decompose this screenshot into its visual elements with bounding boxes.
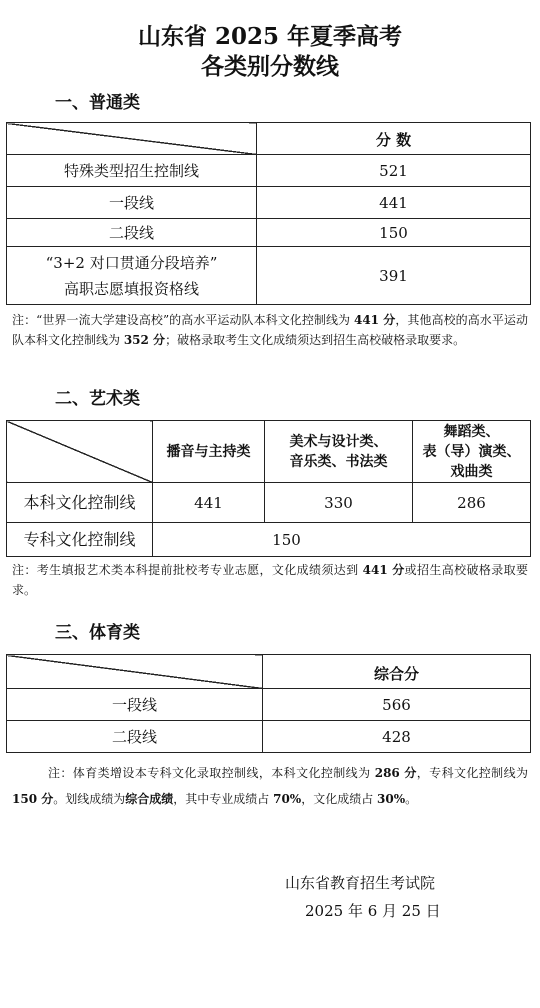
sports-score-table — [6, 654, 531, 753]
art-header-dance — [413, 421, 531, 483]
row-label: 二段线 — [7, 219, 257, 247]
art-header-fine-arts — [265, 421, 413, 483]
row-label: 一段线 — [7, 187, 257, 219]
header-line: 戏曲类 — [450, 463, 493, 480]
table-corner-cell — [7, 421, 153, 483]
row-label: 二段线 — [7, 721, 263, 753]
header-line: 美术与设计类、 — [289, 433, 388, 450]
row-label: 特殊类型招生控制线 — [7, 155, 257, 187]
art-header-broadcasting: 播音与主持类 — [153, 421, 265, 483]
note-value: 441 分 — [362, 563, 405, 577]
row-value: 521 — [257, 155, 531, 187]
row-value: 330 — [265, 483, 413, 523]
document-title-line1: 山东省 2025 年夏季高考 — [137, 23, 403, 50]
art-score-table — [6, 420, 531, 557]
row-value: 286 — [413, 483, 531, 523]
composite-score-header: 综合分 — [263, 655, 531, 689]
note-text: ，其他高校的高水平运动队本科文化控制线为 — [12, 313, 528, 347]
note-text: ，其中专业成绩占 — [173, 792, 274, 806]
note-text: 注：考生填报艺术类本科提前批校考专业志愿，文化成绩须达到 — [12, 563, 363, 577]
row-value: 441 — [153, 483, 265, 523]
row-label: 本科文化控制线 — [7, 483, 153, 523]
row-label — [7, 247, 257, 305]
score-column-header: 分 数 — [257, 123, 531, 155]
section-heading-general: 一、普通类 — [55, 93, 140, 113]
note-text: ，专科文化控制线为 — [416, 766, 528, 780]
note-text: 。划线成绩为 — [53, 792, 126, 806]
note-value: 综合成绩 — [125, 792, 174, 806]
general-note — [12, 310, 528, 350]
row-label-line1: “3+2 对口贯通分段培养” — [45, 253, 218, 272]
note-text: 注：“世界一流大学建设高校”的高水平运动队本科文化控制线为 — [12, 313, 354, 327]
note-value: 441 分 — [353, 313, 396, 327]
general-score-table — [6, 122, 531, 305]
row-value: 150 — [153, 523, 531, 557]
issuer-name: 山东省教育招生考试院 — [285, 874, 436, 892]
note-value: 286 分 — [374, 766, 417, 780]
note-text: ，文化成绩占 — [301, 792, 378, 806]
section-heading-art: 二、艺术类 — [55, 389, 140, 409]
note-value: 352 分 — [123, 333, 166, 347]
row-label: 专科文化控制线 — [7, 523, 153, 557]
header-line: 表（导）演类、 — [422, 443, 521, 460]
row-value: 441 — [257, 187, 531, 219]
table-corner-cell — [7, 655, 263, 689]
note-text: 或招生高校破格录取要求。 — [12, 563, 528, 597]
note-text: 。 — [405, 792, 418, 806]
note-value: 30% — [377, 792, 406, 806]
note-value: 70% — [273, 792, 302, 806]
note-value: 150 分 — [12, 792, 54, 806]
row-label-line2: 高职志愿填报资格线 — [63, 279, 199, 298]
section-heading-sports: 三、体育类 — [55, 623, 140, 643]
row-label: 一段线 — [7, 689, 263, 721]
issue-date: 2025 年 6 月 25 日 — [305, 902, 441, 920]
note-text: ；破格录取考生文化成绩须达到招生高校破格录取要求。 — [165, 333, 466, 347]
row-value: 566 — [263, 689, 531, 721]
row-value: 428 — [263, 721, 531, 753]
document-title-line2: 各类别分数线 — [201, 53, 339, 80]
header-line: 舞蹈类、 — [443, 423, 500, 440]
art-note — [12, 560, 528, 600]
table-corner-cell — [7, 123, 257, 155]
sports-note — [12, 760, 528, 812]
row-value: 391 — [257, 247, 531, 305]
header-line: 音乐类、书法类 — [289, 453, 388, 470]
note-text: 注：体育类增设本专科文化录取控制线，本科文化控制线为 — [48, 766, 375, 780]
row-value: 150 — [257, 219, 531, 247]
